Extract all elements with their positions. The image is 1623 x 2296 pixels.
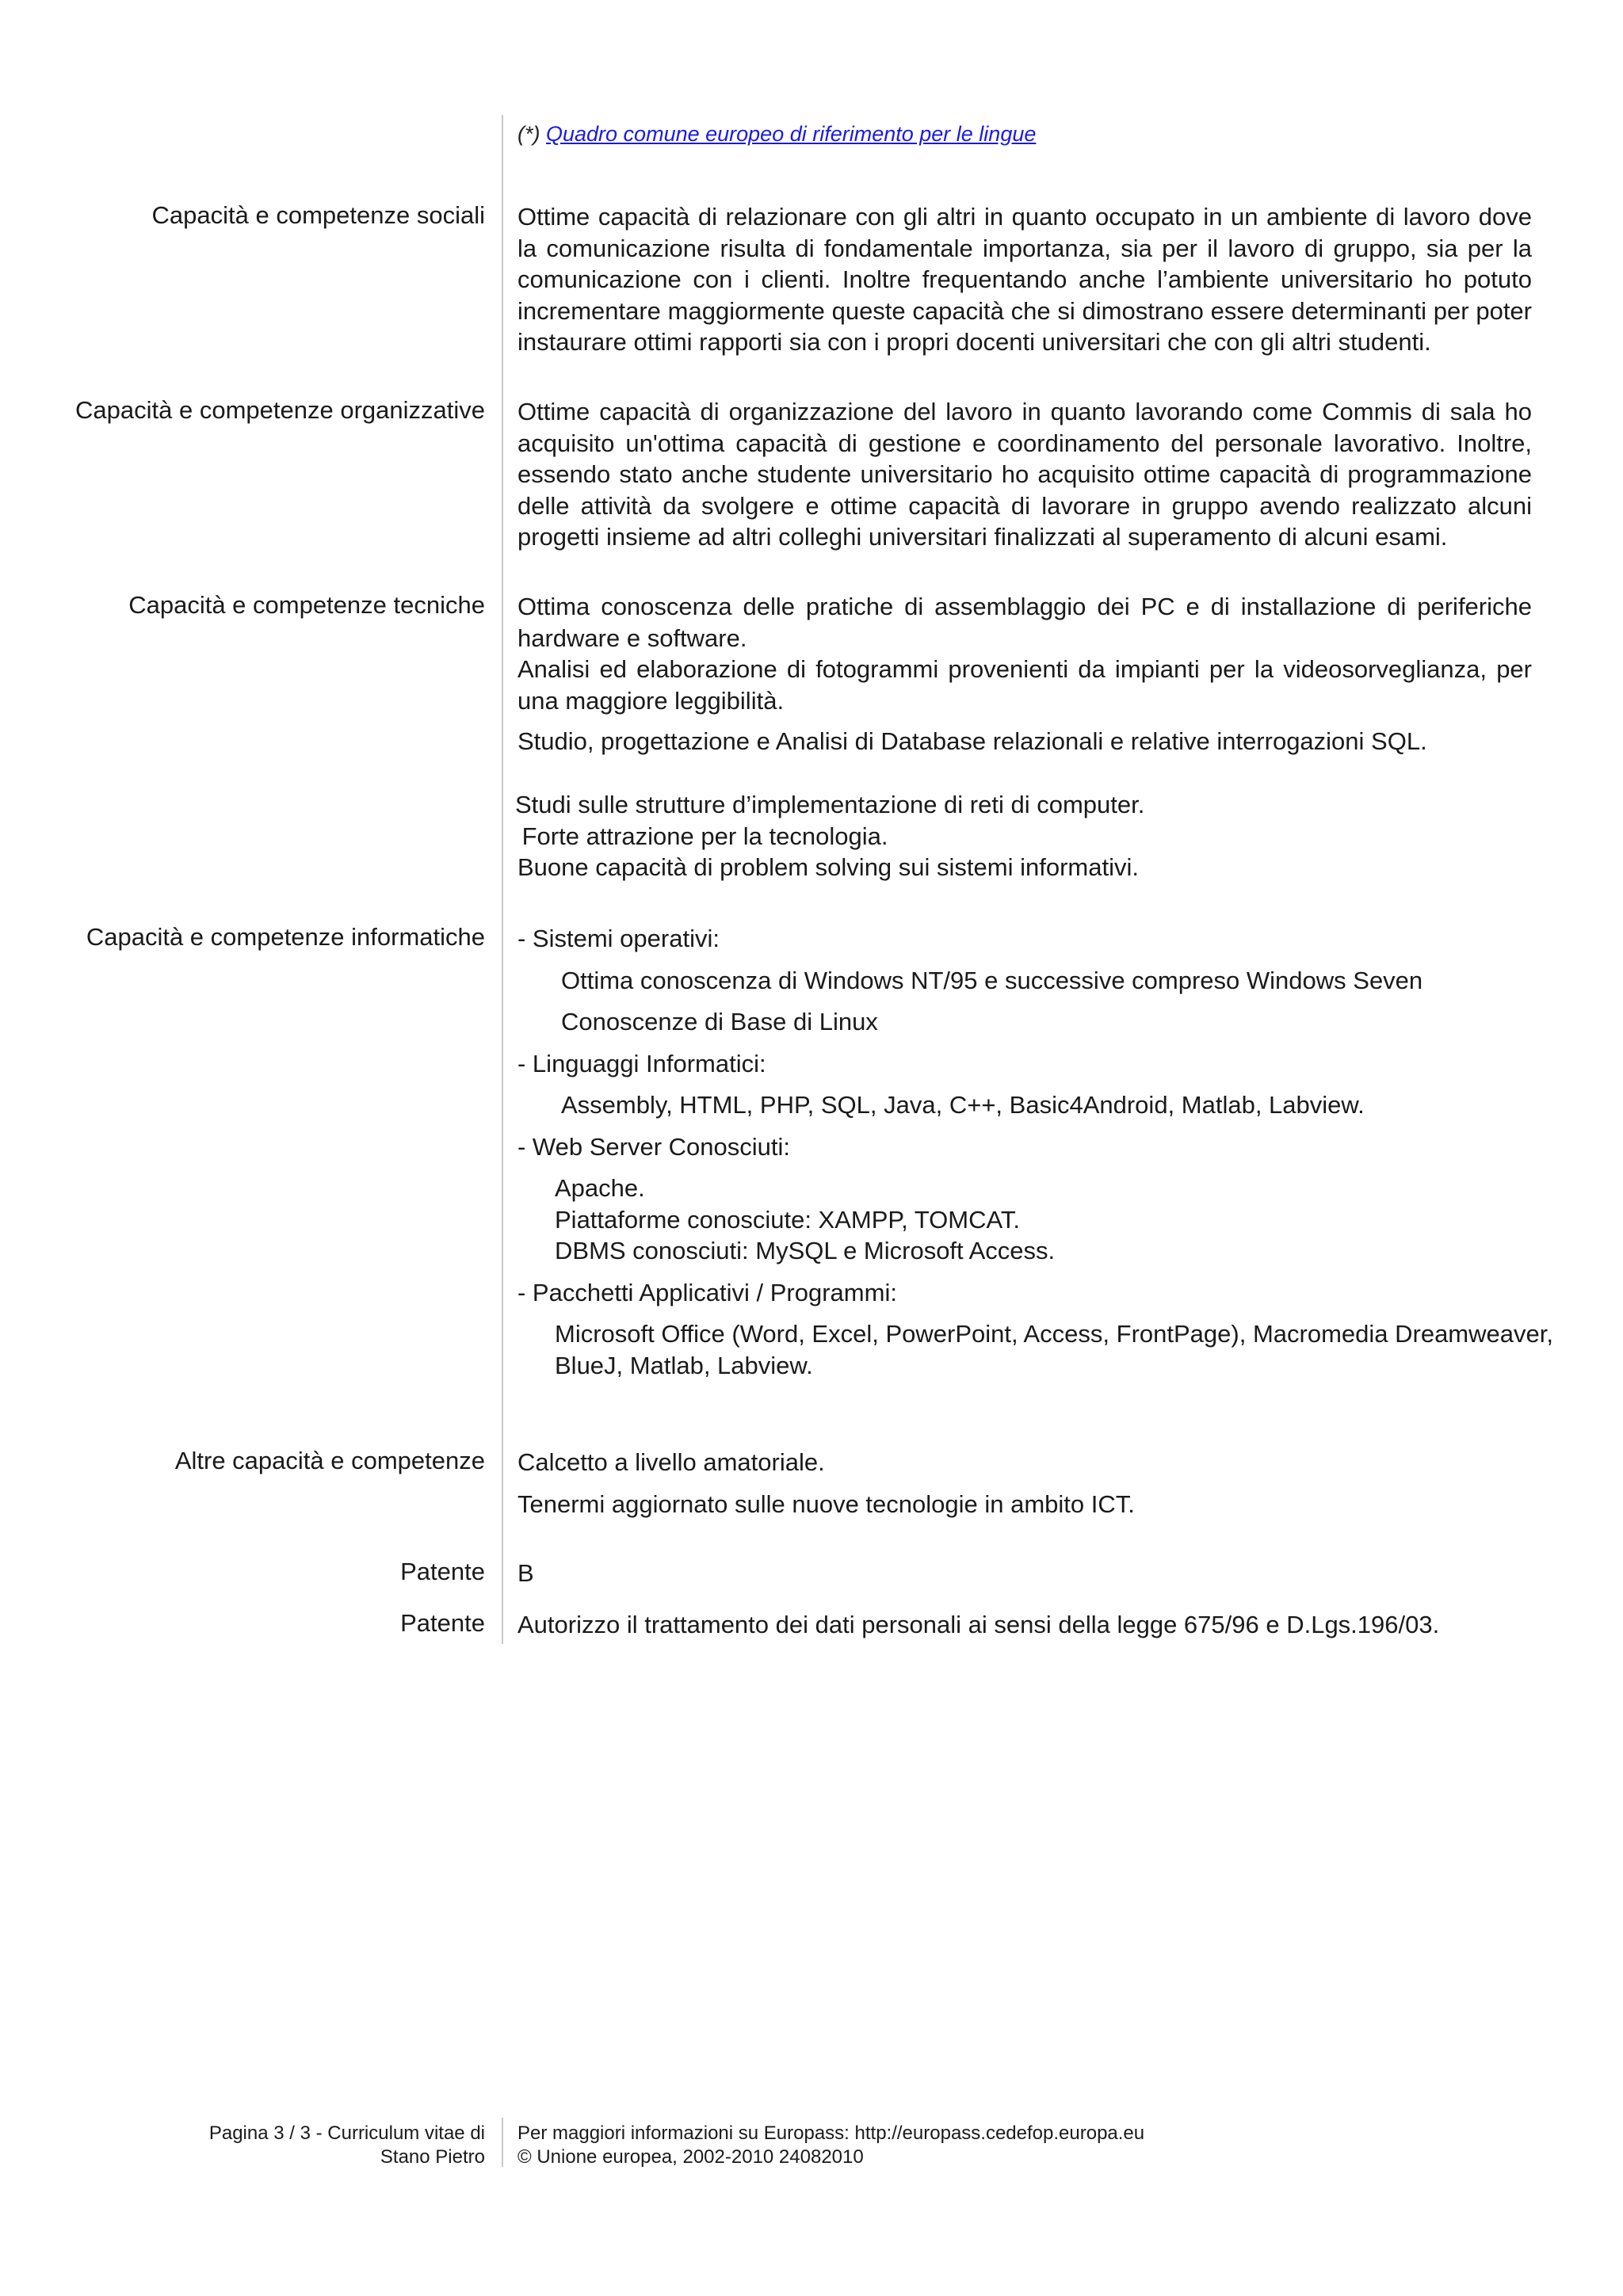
tecniche-paragraph-2: Analisi ed elaborazione di fotogrammi provenienti da impianti per la videosorveglianza, per una maggiore leggibilità. bbox=[517, 655, 1532, 715]
footer-divider bbox=[502, 2118, 503, 2167]
informatiche-item-linux: Conoscenze di Base di Linux bbox=[561, 1008, 878, 1035]
footer-page-info bbox=[209, 2122, 485, 2169]
tecniche-paragraph-6: Buone capacità di problem solving sui sistemi informativi. bbox=[517, 853, 1139, 881]
informatiche-heading-os: - Sistemi operativi: bbox=[517, 925, 720, 952]
section-label-organizzative: Capacità e competenze organizzative bbox=[75, 396, 485, 424]
footer-page-line-2: Stano Pietro bbox=[380, 2146, 485, 2168]
altre-paragraph-1: Calcetto a livello amatoriale. bbox=[517, 1448, 825, 1476]
informatiche-item-bluej: BlueJ, Matlab, Labview. bbox=[555, 1351, 813, 1379]
informatiche-item-platforms: Piattaforme conosciute: XAMPP, TOMCAT. bbox=[555, 1205, 1020, 1234]
footer-copyright: © Unione europea, 2002-2010 24082010 bbox=[517, 2146, 864, 2168]
section-text-sociali: Ottime capacità di relazionare con gli altri in quanto occupato in un ambiente di lavoro dove la comunicazione risulta di fondamentale importanza, sia per il lavoro di gruppo, sia per la comunicazione con i clienti. Inoltre frequentando anche l’ambiente universitario ho potuto incrementare maggiormente queste capacità che si dimostrano essere determinanti per poter instaurare ottimi rapporti sia con i propri docenti universitari che con gli altri studenti. bbox=[517, 203, 1532, 356]
tecniche-paragraph-1: Ottima conoscenza delle pratiche di assemblaggio dei PC e di installazione di periferiche hardware e software. bbox=[517, 593, 1532, 652]
informatiche-item-apache: Apache. bbox=[555, 1174, 645, 1202]
column-divider bbox=[502, 115, 503, 1644]
section-text-tecniche-extra bbox=[515, 789, 1529, 883]
informatiche-item-dbms: DBMS conosciuti: MySQL e Microsoft Access. bbox=[555, 1237, 1056, 1264]
section-text-privacy: Autorizzo il trattamento dei dati personali ai sensi della legge 675/96 e D.Lgs.196/03. bbox=[517, 1611, 1440, 1638]
tecniche-paragraph-5: Forte attrazione per la tecnologia. bbox=[515, 822, 888, 850]
section-text-patente: B bbox=[517, 1559, 534, 1587]
informatiche-heading-webserver: - Web Server Conosciuti: bbox=[517, 1132, 790, 1161]
cefr-link[interactable]: Quadro comune europeo di riferimento per le lingue bbox=[546, 122, 1037, 146]
footer-page-line-1: Pagina 3 / 3 - Curriculum vitae di bbox=[208, 2122, 485, 2144]
section-label-patente-2: Patente bbox=[400, 1609, 485, 1637]
section-label-tecniche: Capacità e competenze tecniche bbox=[128, 591, 485, 619]
altre-paragraph-2: Tenermi aggiornato sulle nuove tecnologie in ambito ICT. bbox=[517, 1489, 1135, 1518]
section-text-tecniche bbox=[517, 591, 1532, 757]
informatiche-item-windows: Ottima conoscenza di Windows NT/95 e successive compreso Windows Seven bbox=[561, 966, 1423, 994]
footer-europass-line-1: Per maggiori informazioni su Europass: http://europass.cedefop.europa.eu bbox=[517, 2122, 1145, 2144]
language-framework-note bbox=[517, 122, 1036, 147]
informatiche-heading-languages: - Linguaggi Informatici: bbox=[517, 1049, 766, 1077]
section-text-organizzative: Ottime capacità di organizzazione del lavoro in quanto lavorando come Commis di sala ho acquisito un'ottima capacità di gestione e coordinamento del personale lavorativo. Inoltre, essendo stato anche studente universitario ho acquisito ottime capacità di programmazione delle attività da svolgere e ottime capacità di lavorare in gruppo avendo realizzato alcuni progetti insieme ad altri colleghi universitari finalizzati al superamento di alcuni esami. bbox=[517, 398, 1532, 551]
informatiche-item-languages: Assembly, HTML, PHP, SQL, Java, C++, Basic4Android, Matlab, Labview. bbox=[561, 1091, 1365, 1119]
tecniche-paragraph-4: Studi sulle strutture d’implementazione di reti di computer. bbox=[515, 791, 1145, 818]
tecniche-paragraph-3: Studio, progettazione e Analisi di Database relazionali e relative interrogazioni SQL. bbox=[517, 727, 1427, 755]
footer-europass-info bbox=[517, 2122, 1144, 2169]
section-label-altre: Altre capacità e competenze bbox=[174, 1447, 485, 1474]
section-text-informatiche bbox=[517, 923, 1553, 1381]
section-label-informatiche: Capacità e competenze informatiche bbox=[86, 923, 485, 951]
informatiche-heading-packages: - Pacchetti Applicativi / Programmi: bbox=[517, 1278, 897, 1306]
section-label-patente: Patente bbox=[400, 1558, 485, 1585]
section-label-sociali: Capacità e competenze sociali bbox=[151, 201, 485, 229]
informatiche-item-office: Microsoft Office (Word, Excel, PowerPoint, Access, FrontPage), Macromedia Dreamweaver, bbox=[555, 1320, 1553, 1348]
section-text-altre bbox=[517, 1447, 1532, 1520]
note-prefix: (*) bbox=[517, 122, 546, 146]
